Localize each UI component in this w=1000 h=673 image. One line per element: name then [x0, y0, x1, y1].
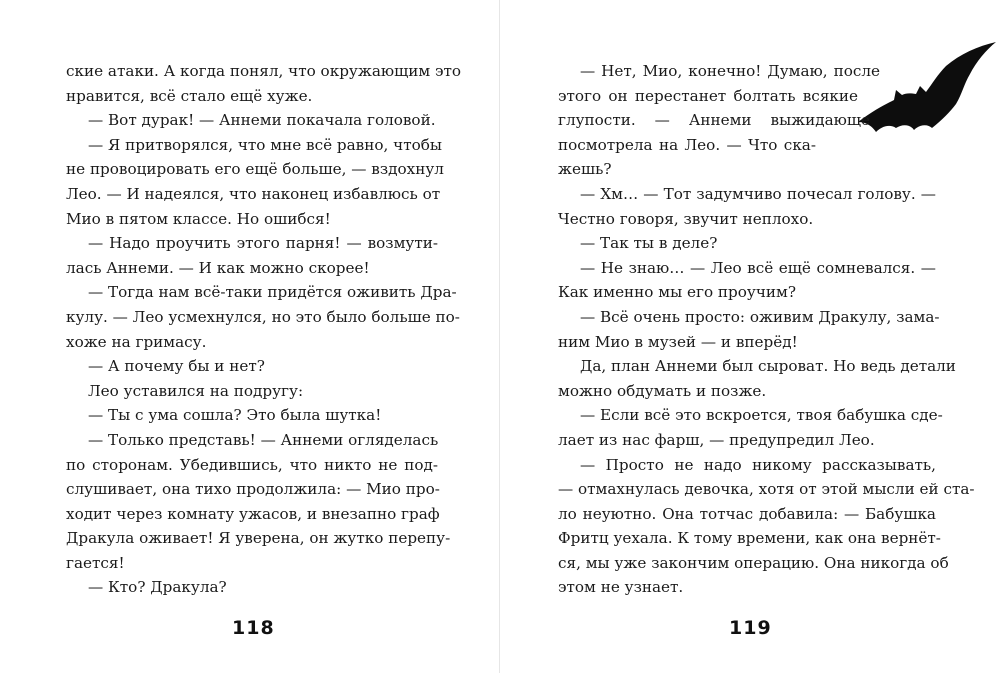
text-line: этом не узнает.	[558, 578, 684, 597]
text-line: можно обдумать и позже.	[558, 381, 767, 400]
text-line: — Вот дурак! — Аннеми покачала головой.	[88, 111, 436, 130]
text-line: ские атаки. А когда понял, что окружающим это	[66, 62, 462, 80]
text-line: лась Аннеми. — И как можно скорее!	[66, 258, 370, 277]
text-line: Да, план Аннеми был сыроват. Но ведь детали	[580, 357, 956, 376]
text-line: — Не знаю… — Лео всё ещё сомневался. —	[580, 258, 936, 277]
text-line: — Тогда нам всё-таки придётся оживить Дра-	[88, 283, 457, 302]
text-line: Как именно мы его проучим?	[558, 283, 796, 302]
text-line: — Просто не надо никому рассказывать,	[580, 455, 936, 474]
text-line: — Ты с ума сошла? Это была шутка!	[88, 406, 382, 425]
text-line: ходит через комнату ужасов, и внезапно граф	[66, 504, 440, 523]
text-line: кулу. — Лео усмехнулся, но это было больше по-	[66, 307, 460, 326]
text-line: — Я притворялся, что мне всё равно, чтобы	[88, 135, 442, 154]
text-line: Фритц уехала. К тому времени, как она вернёт-	[558, 529, 941, 548]
text-line: Честно говоря, звучит неплохо.	[558, 209, 814, 228]
text-line: ним Мио в музей — и вперёд!	[558, 332, 798, 351]
text-line: — Только представь! — Аннеми огляделась	[88, 430, 439, 449]
text-line: хоже на гримасу.	[66, 332, 207, 351]
text-line: — Нет, Мио, конечно! Думаю, после	[580, 62, 880, 80]
text-line: Лео. — И надеялся, что наконец избавлюсь от	[66, 184, 441, 203]
page-number: 119	[729, 617, 772, 639]
text-line: — отмахнулась девочка, хотя от этой мысли ей ста-	[558, 480, 975, 499]
text-line: — Всё очень просто: оживим Дракулу, зама-	[580, 307, 940, 326]
text-line: нравится, всё стало ещё хуже.	[66, 86, 313, 105]
text-line: Лео уставился на подругу:	[88, 381, 304, 400]
text-line: — Хм… — Тот задумчиво почесал голову. —	[580, 184, 936, 203]
text-line: — Надо проучить этого парня! — возмути-	[88, 234, 438, 253]
text-line: не провоцировать его ещё больше, — вздохнул	[66, 160, 444, 179]
text-line: — Кто? Дракула?	[88, 578, 227, 597]
left-page-text	[66, 59, 462, 600]
text-line: Дракула оживает! Я уверена, он жутко перепу-	[66, 529, 451, 548]
text-line: — А почему бы и нет?	[88, 357, 265, 376]
text-line: Мио в пятом классе. Но ошибся!	[66, 209, 331, 228]
text-line: лает из нас фарш, — предупредил Лео.	[558, 430, 875, 449]
text-line: гается!	[66, 553, 125, 572]
text-line: ло неуютно. Она тотчас добавила: — Бабушка	[558, 504, 936, 523]
right-page	[500, 0, 1000, 673]
right-page-text	[558, 59, 975, 600]
page-number: 118	[232, 617, 275, 639]
text-line: жешь?	[558, 160, 612, 179]
text-line: глупости. — Аннеми выжидающе	[558, 111, 870, 130]
text-line: этого он перестанет болтать всякие	[558, 86, 858, 105]
text-line: ся, мы уже закончим операцию. Она никогда об	[558, 553, 949, 572]
text-line: посмотрела на Лео. — Что ска-	[558, 135, 816, 154]
text-line: слушивает, она тихо продолжила: — Мио про-	[66, 480, 440, 499]
text-line: — Так ты в деле?	[580, 234, 718, 253]
text-line: — Если всё это вскроется, твоя бабушка сде-	[580, 406, 943, 425]
text-line: по сторонам. Убедившись, что никто не под-	[66, 455, 438, 474]
